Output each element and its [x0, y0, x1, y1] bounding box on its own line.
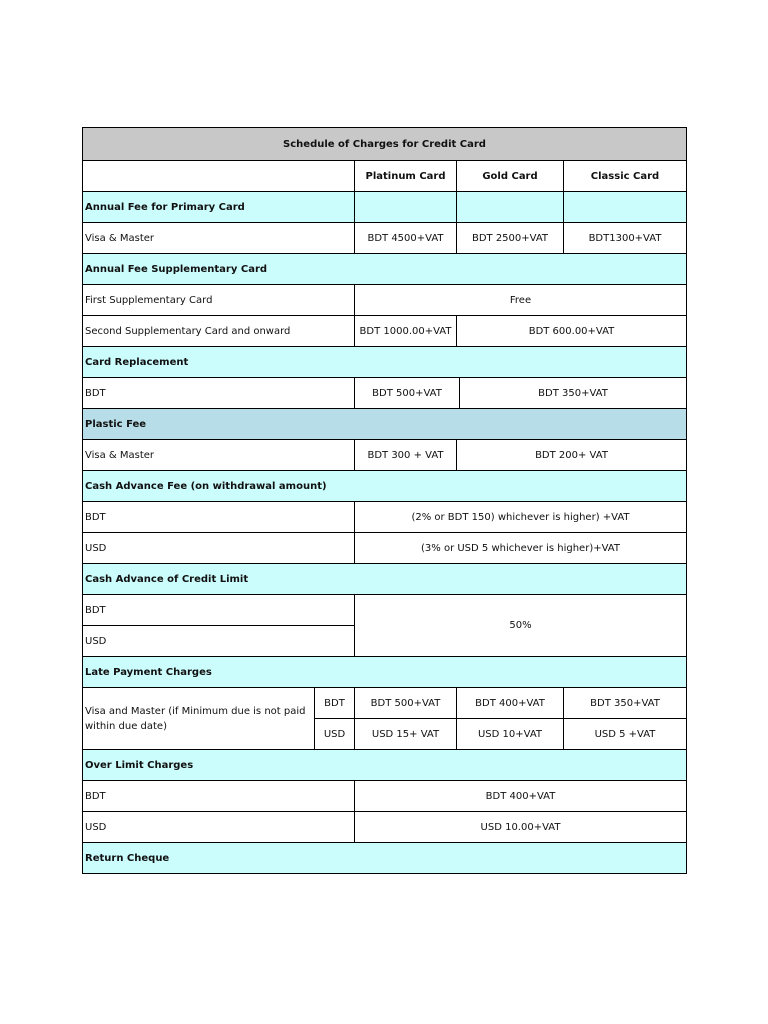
section-card-replacement	[83, 347, 687, 378]
platinum-value: BDT 1000.00+VAT	[355, 316, 457, 347]
currency-label: USD	[315, 719, 355, 750]
all-cards-value: USD 10.00+VAT	[355, 812, 687, 843]
gold-value: BDT 400+VAT	[457, 688, 564, 719]
row-label: Visa and Master (if Minimum due is not paid within due date)	[83, 688, 315, 750]
section-heading: Cash Advance Fee (on withdrawal amount)	[83, 471, 687, 502]
section-heading: Plastic Fee	[83, 409, 687, 440]
section-annual-fee-supplementary	[83, 254, 687, 285]
table-row	[83, 316, 687, 347]
platinum-value: USD 15+ VAT	[355, 719, 457, 750]
section-heading: Annual Fee Supplementary Card	[83, 254, 687, 285]
col-platinum: Platinum Card	[355, 161, 457, 192]
row-label: USD	[83, 626, 355, 657]
all-cards-value: (3% or USD 5 whichever is higher)+VAT	[355, 533, 687, 564]
gold-classic-value: BDT 600.00+VAT	[457, 316, 687, 347]
row-label: Visa & Master	[83, 440, 355, 471]
table-row	[83, 285, 687, 316]
table-row	[83, 502, 687, 533]
col-gold: Gold Card	[457, 161, 564, 192]
gold-value: BDT 2500+VAT	[457, 223, 564, 254]
section-heading: Late Payment Charges	[83, 657, 687, 688]
gold-classic-value: BDT 350+VAT	[460, 378, 687, 409]
row-label: USD	[83, 533, 355, 564]
section-cash-advance-fee	[83, 471, 687, 502]
platinum-value: BDT 300 + VAT	[355, 440, 457, 471]
currency-label: BDT	[315, 688, 355, 719]
all-cards-value: BDT 400+VAT	[355, 781, 687, 812]
table-row	[83, 812, 687, 843]
charges-sheet	[82, 127, 686, 874]
section-heading: Cash Advance of Credit Limit	[83, 564, 687, 595]
section-heading: Return Cheque	[83, 843, 687, 874]
row-label: Second Supplementary Card and onward	[83, 316, 355, 347]
table-row	[83, 688, 687, 719]
classic-value: BDT1300+VAT	[564, 223, 687, 254]
section-heading: Annual Fee for Primary Card	[83, 192, 355, 223]
row-label: Visa & Master	[83, 223, 355, 254]
row-label: BDT	[83, 378, 355, 409]
table-row	[83, 533, 687, 564]
table-row	[83, 378, 687, 409]
platinum-value: BDT 500+VAT	[355, 688, 457, 719]
header-blank	[83, 161, 355, 192]
gold-value: USD 10+VAT	[457, 719, 564, 750]
row-label: First Supplementary Card	[83, 285, 355, 316]
row-label: BDT	[83, 595, 355, 626]
all-cards-value: Free	[355, 285, 687, 316]
all-cards-value: 50%	[355, 595, 687, 657]
platinum-value: BDT 500+VAT	[355, 378, 460, 409]
section-return-cheque	[83, 843, 687, 874]
classic-value: BDT 350+VAT	[564, 688, 687, 719]
table-row	[83, 595, 687, 626]
classic-value: USD 5 +VAT	[564, 719, 687, 750]
section-plastic-fee	[83, 409, 687, 440]
table-row	[83, 223, 687, 254]
gold-classic-value: BDT 200+ VAT	[457, 440, 687, 471]
section-heading: Over Limit Charges	[83, 750, 687, 781]
column-header-row	[83, 161, 687, 192]
section-late-payment	[83, 657, 687, 688]
row-label: USD	[83, 812, 355, 843]
section-annual-fee-primary	[83, 192, 687, 223]
platinum-value: BDT 4500+VAT	[355, 223, 457, 254]
table-row	[83, 440, 687, 471]
row-label: BDT	[83, 781, 355, 812]
col-classic: Classic Card	[564, 161, 687, 192]
all-cards-value: (2% or BDT 150) whichever is higher) +VAT	[355, 502, 687, 533]
row-label: BDT	[83, 502, 355, 533]
sheet-title: Schedule of Charges for Credit Card	[83, 128, 687, 161]
charges-table	[82, 127, 687, 874]
section-heading: Card Replacement	[83, 347, 687, 378]
section-cash-advance-limit	[83, 564, 687, 595]
table-row	[83, 781, 687, 812]
title-row	[83, 128, 687, 161]
section-over-limit	[83, 750, 687, 781]
